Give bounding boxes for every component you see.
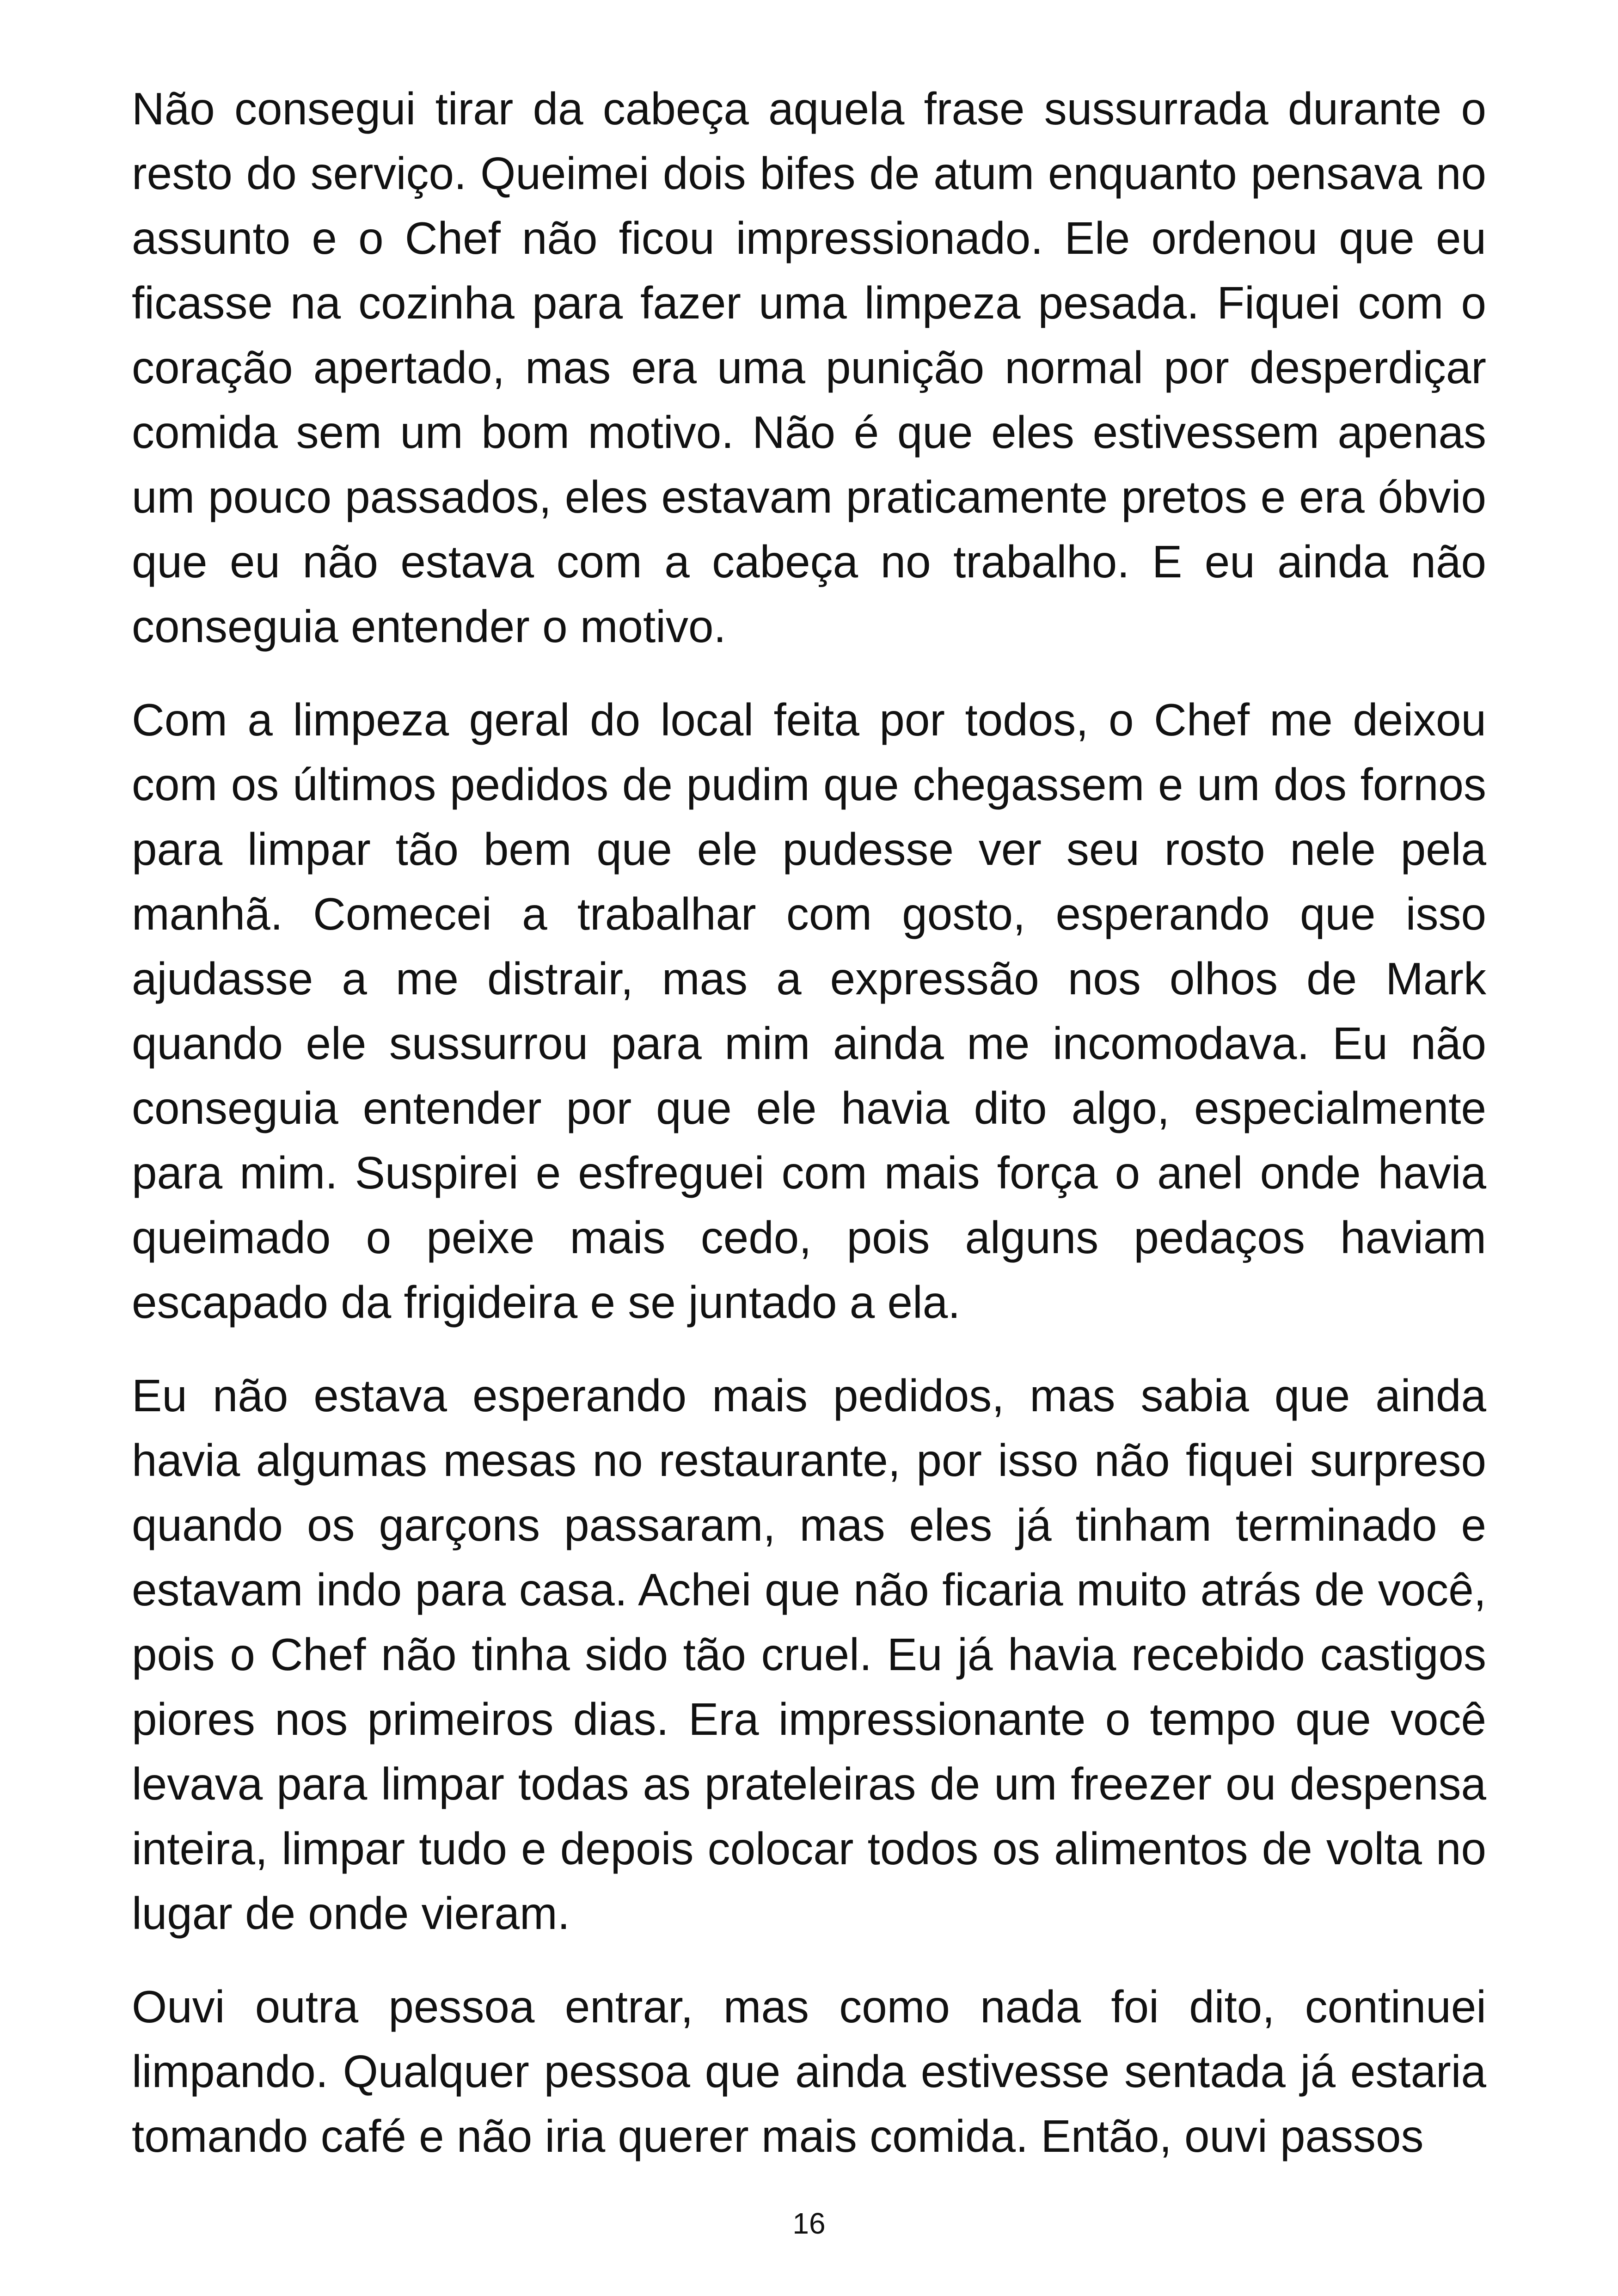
paragraph-3: Eu não estava esperando mais pedidos, mas sabia que ainda havia algumas mesas no restaurante, por isso não fiquei surpreso quando os garçons passaram, mas eles já tinham terminado e estavam indo para casa. Achei que não ficaria muito atrás de você, pois o Chef não tinha sido tão cruel. Eu já havia recebido castigos piores nos primeiros dias. Era impressionante o tempo que você levava para limpar todas as prateleiras de um freezer ou despensa inteira, limpar tudo e depois colocar todos os alimentos de volta no lugar de onde vieram. xyxy=(132,1370,1486,1939)
page-number: 16 xyxy=(792,2207,826,2240)
page-body xyxy=(132,76,1486,2197)
paragraph-2: Com a limpeza geral do local feita por todos, o Chef me deixou com os últimos pedidos de pudim que chegassem e um dos fornos para limpar tão bem que ele pudesse ver seu rosto nele pela manhã. Comecei a trabalhar com gosto, esperando que isso ajudasse a me distrair, mas a expressão nos olhos de Mark quando ele sussurrou para mim ainda me incomodava. Eu não conseguia entender por que ele havia dito algo, especialmente para mim. Suspirei e esfreguei com mais força o anel onde havia queimado o peixe mais cedo, pois alguns pedaços haviam escapado da frigideira e se juntado a ela. xyxy=(132,694,1486,1328)
paragraph-1: Não consegui tirar da cabeça aquela frase sussurrada durante o resto do serviço. Queimei dois bifes de atum enquanto pensava no assunto e o Chef não ficou impressionado. Ele ordenou que eu ficasse na cozinha para fazer uma limpeza pesada. Fiquei com o coração apertado, mas era uma punição normal por desperdiçar comida sem um bom motivo. Não é que eles estivessem apenas um pouco passados, eles estavam praticamente pretos e era óbvio que eu não estava com a cabeça no trabalho. E eu ainda não conseguia entender o motivo. xyxy=(132,83,1486,652)
paragraph-4: Ouvi outra pessoa entrar, mas como nada foi dito, continuei limpando. Qualquer pessoa que ainda estivesse sentada já estaria tomando café e não iria querer mais comida. Então, ouvi passos xyxy=(132,1981,1486,2161)
